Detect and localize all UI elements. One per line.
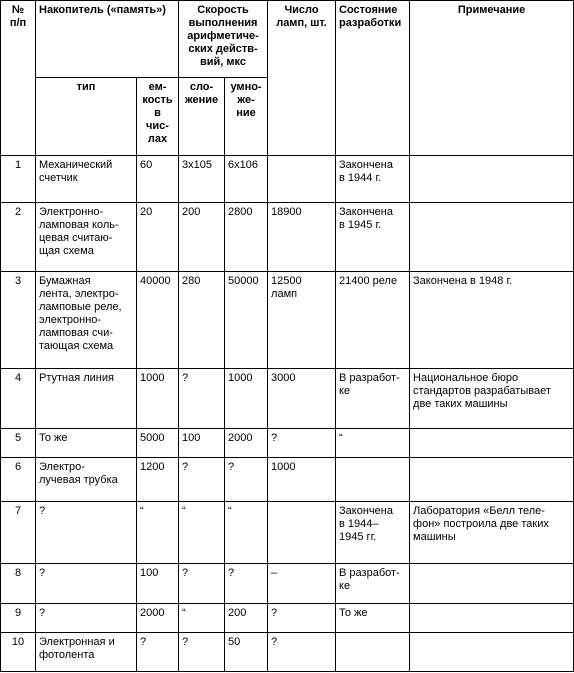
cell-lamps: ?	[268, 429, 336, 458]
cell-note	[410, 156, 574, 203]
cell-capacity: 1200	[137, 458, 179, 502]
cell-num: 9	[1, 604, 36, 633]
cell-num: 6	[1, 458, 36, 502]
cell-type: Электронная и фотолента	[36, 633, 137, 672]
cell-note: Лаборатория «Белл теле- фон» построила две таких машины	[410, 502, 574, 564]
cell-note: Национальное бюро стандартов разрабатывает две таких машины	[410, 369, 574, 429]
cell-add: 280	[179, 272, 225, 369]
cell-add: ?	[179, 633, 225, 672]
cell-type: Механический счетчик	[36, 156, 137, 203]
header-capacity: ем- кость в чис- лах	[137, 78, 179, 156]
header-speed: Скорость выполнения арифметиче- ских действ- вий, мкс	[179, 1, 268, 78]
table-row	[1, 633, 574, 672]
table-row	[1, 369, 574, 429]
cell-num: 5	[1, 429, 36, 458]
cell-capacity: 40000	[137, 272, 179, 369]
cell-add: 100	[179, 429, 225, 458]
cell-type: Ртутная линия	[36, 369, 137, 429]
header-storage: Накопитель («память»)	[36, 1, 179, 78]
cell-lamps	[268, 502, 336, 564]
cell-capacity: 2000	[137, 604, 179, 633]
cell-capacity: 20	[137, 203, 179, 272]
cell-mult: 1000	[225, 369, 268, 429]
cell-mult: 200	[225, 604, 268, 633]
cell-capacity: 60	[137, 156, 179, 203]
cell-add: 3x105	[179, 156, 225, 203]
header-lamps: Число ламп, шт.	[268, 1, 336, 156]
cell-lamps: 18900	[268, 203, 336, 272]
cell-type: ?	[36, 564, 137, 604]
cell-num: 4	[1, 369, 36, 429]
cell-num: 7	[1, 502, 36, 564]
table-row	[1, 156, 574, 203]
cell-mult: 6x106	[225, 156, 268, 203]
cell-type: Бумажная лента, электро- ламповые реле, электронно- ламповая счи- тающая схема	[36, 272, 137, 369]
cell-capacity: “	[137, 502, 179, 564]
cell-status: В разработ- ке	[336, 564, 410, 604]
cell-add: “	[179, 502, 225, 564]
cell-num: 1	[1, 156, 36, 203]
cell-type: Электро- лучевая трубка	[36, 458, 137, 502]
cell-note	[410, 458, 574, 502]
cell-type: То же	[36, 429, 137, 458]
cell-mult: ?	[225, 458, 268, 502]
table-row	[1, 203, 574, 272]
cell-lamps: ?	[268, 633, 336, 672]
cell-type: ?	[36, 604, 137, 633]
cell-note: Закончена в 1948 г.	[410, 272, 574, 369]
cell-mult: ?	[225, 564, 268, 604]
cell-mult: 2000	[225, 429, 268, 458]
cell-mult: 50000	[225, 272, 268, 369]
cell-add: ?	[179, 369, 225, 429]
cell-num: 8	[1, 564, 36, 604]
cell-lamps: 1000	[268, 458, 336, 502]
cell-type: ?	[36, 502, 137, 564]
cell-add: “	[179, 604, 225, 633]
table-row	[1, 604, 574, 633]
header-status: Состояние разработки	[336, 1, 410, 156]
cell-status	[336, 458, 410, 502]
header-add: сло- жение	[179, 78, 225, 156]
cell-capacity: ?	[137, 633, 179, 672]
cell-type: Электронно- ламповая коль- цевая считаю- щая схема	[36, 203, 137, 272]
header-note: Примечание	[410, 1, 574, 156]
cell-add: 200	[179, 203, 225, 272]
table-row	[1, 564, 574, 604]
table-row	[1, 502, 574, 564]
cell-lamps	[268, 156, 336, 203]
cell-status: Закончена в 1944 г.	[336, 156, 410, 203]
cell-status: В разработ- ке	[336, 369, 410, 429]
cell-note	[410, 203, 574, 272]
cell-capacity: 5000	[137, 429, 179, 458]
cell-lamps: 3000	[268, 369, 336, 429]
cell-status: Закончена в 1945 г.	[336, 203, 410, 272]
cell-status: То же	[336, 604, 410, 633]
cell-mult: 50	[225, 633, 268, 672]
cell-status	[336, 633, 410, 672]
table-body	[1, 156, 574, 672]
cell-note	[410, 604, 574, 633]
cell-mult: “	[225, 502, 268, 564]
table-row	[1, 458, 574, 502]
cell-num: 2	[1, 203, 36, 272]
header-mult: умно- же- ние	[225, 78, 268, 156]
cell-status: 21400 реле	[336, 272, 410, 369]
cell-num: 3	[1, 272, 36, 369]
cell-note	[410, 564, 574, 604]
cell-capacity: 100	[137, 564, 179, 604]
cell-num: 10	[1, 633, 36, 672]
header-type: тип	[36, 78, 137, 156]
cell-note	[410, 633, 574, 672]
cell-lamps: ?	[268, 604, 336, 633]
cell-note	[410, 429, 574, 458]
cell-mult: 2800	[225, 203, 268, 272]
cell-lamps: 12500 ламп	[268, 272, 336, 369]
header-num: № п/п	[1, 1, 36, 156]
cell-add: ?	[179, 564, 225, 604]
table-row	[1, 272, 574, 369]
cell-lamps: –	[268, 564, 336, 604]
cell-status: “	[336, 429, 410, 458]
cell-add: ?	[179, 458, 225, 502]
cell-status: Закончена в 1944– 1945 гг.	[336, 502, 410, 564]
cell-capacity: 1000	[137, 369, 179, 429]
table-row	[1, 429, 574, 458]
